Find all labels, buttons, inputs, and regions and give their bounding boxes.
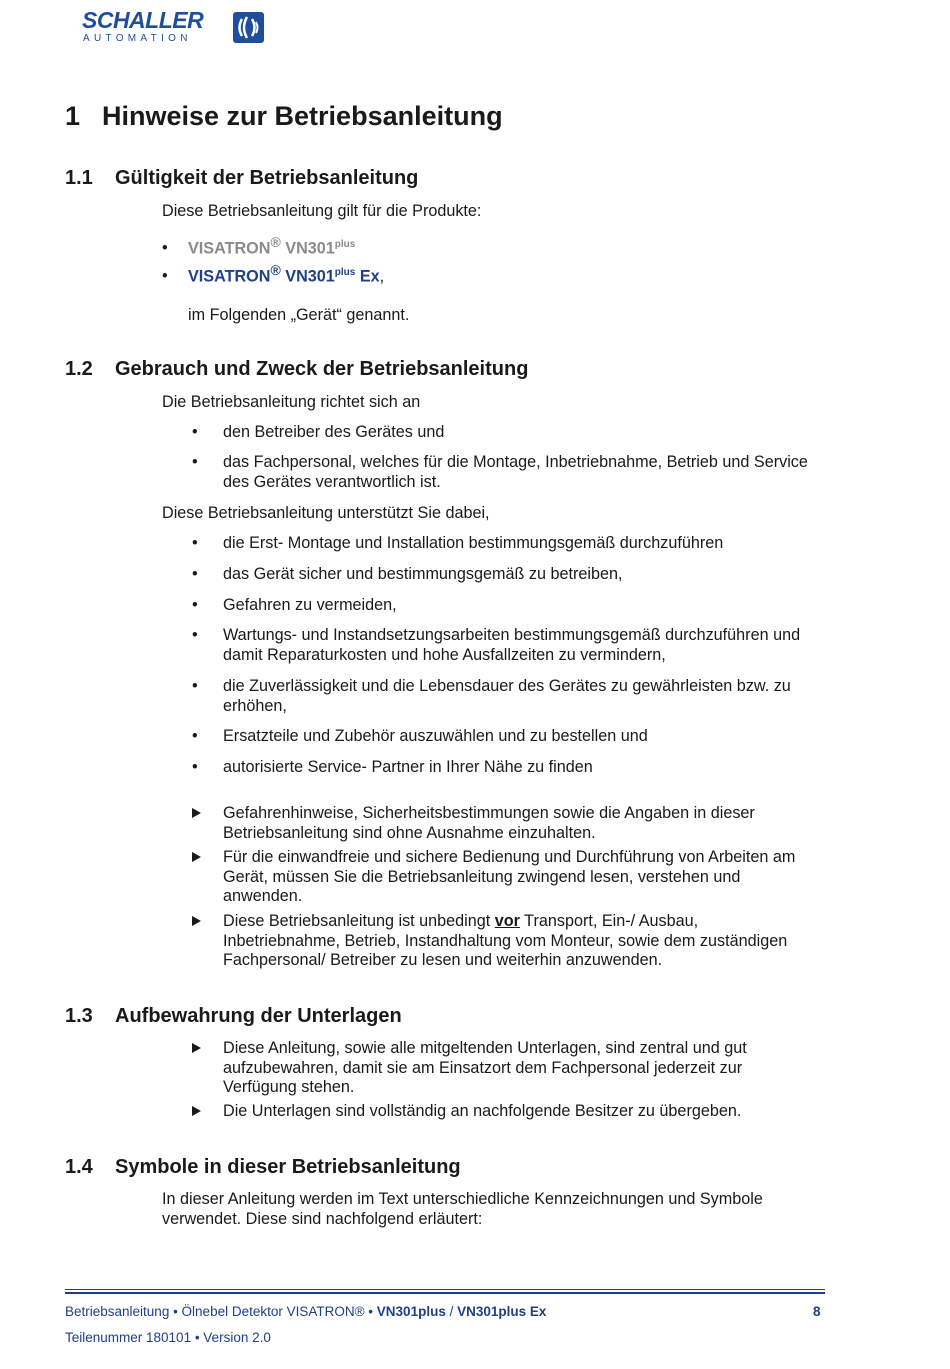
- list-item-text: Wartungs- und Instandsetzungsarbeiten bestimmungsgemäß durchzuführen und damit Reparaturkosten und hohe Ausfallzeiten zu vermindern,: [223, 626, 801, 664]
- product-item-1: [162, 234, 355, 258]
- list-item-text: die Zuverlässigkeit und die Lebensdauer des Gerätes zu gewährleisten bzw. zu erhöhen,: [223, 677, 791, 715]
- footer-model: VN301plus: [376, 1304, 446, 1319]
- section-title: Gültigkeit der Betriebsanleitung: [115, 167, 419, 189]
- footer-doc-prefix: Betriebsanleitung • Ölnebel Detektor VISATRON® •: [65, 1304, 377, 1319]
- instruction-text: Die Unterlagen sind vollständig an nachfolgende Besitzer zu übergeben.: [223, 1102, 742, 1120]
- bullet-icon: •: [192, 626, 198, 644]
- bullet-icon: •: [192, 677, 198, 695]
- logo-subline: AUTOMATION: [83, 33, 192, 44]
- triangle-arrow-icon: [192, 848, 201, 868]
- product-model: VN301: [280, 239, 335, 258]
- triangle-arrow-icon: [192, 1102, 201, 1122]
- product-tail: ,: [379, 267, 385, 286]
- bullet-icon: •: [192, 727, 198, 745]
- footer-separator: /: [445, 1304, 458, 1319]
- section-heading-1-2: [65, 358, 528, 381]
- list-item: [192, 453, 812, 492]
- instruction-item: [192, 912, 812, 971]
- footer-part-number: Teilenummer 180101 • Version 2.0: [65, 1330, 271, 1345]
- instruction-item: [192, 1102, 812, 1122]
- bullet-icon: •: [192, 596, 198, 614]
- section-number: 1.2: [65, 358, 93, 380]
- bullet-icon: •: [192, 453, 198, 471]
- section-title: Gebrauch und Zweck der Betriebsanleitung: [115, 358, 529, 380]
- section-number: 1.1: [65, 167, 93, 189]
- list-item-text: autorisierte Service- Partner in Ihrer Nähe zu finden: [223, 758, 593, 776]
- list-item-text: das Gerät sicher und bestimmungsgemäß zu betreiben,: [223, 565, 623, 583]
- instruction-text: [223, 912, 812, 971]
- list-item: [192, 758, 812, 778]
- logo-wordmark: SCHALLER: [82, 7, 204, 33]
- bullet-icon: •: [192, 758, 198, 776]
- product-brand: VISATRON: [188, 267, 271, 286]
- instruction-item: [192, 848, 812, 907]
- logo-emblem-icon: [233, 12, 264, 43]
- list-item-text: den Betreiber des Gerätes und: [223, 423, 445, 441]
- bullet-icon: •: [162, 239, 168, 258]
- footer-rule: [65, 1289, 825, 1290]
- instruction-text: Gefahrenhinweise, Sicherheitsbestimmungen sowie die Angaben in dieser Betriebsanleitung sind ohne Ausnahme einzuhalten.: [223, 804, 755, 842]
- instruction-text-part: Transport, Ein-/ Ausbau, Inbetriebnahme, Betrieb, Instandhaltung vom Monteur, sowie dem zuständigen Fachpersonal/ Betreiber zu lesen und weiterhin anzuwenden.: [223, 912, 788, 969]
- paragraph: im Folgenden „Gerät“ genannt.: [188, 306, 410, 324]
- instruction-item: [192, 804, 812, 843]
- triangle-arrow-icon: [192, 1039, 201, 1059]
- chapter-title: [65, 101, 503, 132]
- page-number: 8: [813, 1304, 821, 1319]
- section-heading-1-3: [65, 1005, 402, 1028]
- paragraph: Die Betriebsanleitung richtet sich an: [162, 393, 421, 411]
- instruction-item: [192, 1039, 812, 1098]
- footer-rule: [65, 1292, 825, 1294]
- product-item-2: [162, 262, 384, 286]
- list-item: [192, 534, 812, 554]
- footer-model: VN301plus Ex: [457, 1304, 547, 1319]
- section-heading-1-4: [65, 1156, 461, 1179]
- product-model: VN301: [280, 267, 335, 286]
- list-item-text: das Fachpersonal, welches für die Montage, Inbetriebnahme, Betrieb und Service des Gerätes verantwortlich ist.: [223, 453, 808, 491]
- paragraph: Diese Betriebsanleitung gilt für die Produkte:: [162, 202, 482, 220]
- section-heading-1-1: [65, 167, 418, 190]
- triangle-arrow-icon: [192, 912, 201, 932]
- instruction-text: Für die einwandfreie und sichere Bedienung und Durchführung von Arbeiten am Gerät, müssen Sie die Betriebsanleitung zwingend lesen, verstehen und anwenden.: [223, 848, 796, 905]
- section-title: Symbole in dieser Betriebsanleitung: [115, 1156, 461, 1178]
- section-number: 1.4: [65, 1156, 93, 1178]
- instruction-text-part: Diese Betriebsanleitung ist unbedingt: [223, 912, 495, 930]
- list-item: [192, 677, 812, 716]
- chapter-title-text: Hinweise zur Betriebsanleitung: [102, 101, 503, 131]
- list-item: [192, 423, 812, 443]
- triangle-arrow-icon: [192, 804, 201, 824]
- list-item: [192, 626, 812, 665]
- list-item-text: Gefahren zu vermeiden,: [223, 596, 397, 614]
- list-item-text: Ersatzteile und Zubehör auszuwählen und zu bestellen und: [223, 727, 648, 745]
- emphasis-word: vor: [494, 912, 520, 930]
- product-model-sup: plus: [334, 239, 356, 250]
- registered-mark: ®: [270, 234, 281, 250]
- product-brand: VISATRON: [188, 239, 271, 258]
- bullet-icon: •: [192, 423, 198, 441]
- chapter-number: 1: [65, 101, 81, 131]
- paragraph: In dieser Anleitung werden im Text unterschiedliche Kennzeichnungen und Symbole verwendet. Diese sind nachfolgend erläutert:: [162, 1190, 763, 1228]
- bullet-icon: •: [162, 267, 168, 286]
- paragraph: Diese Betriebsanleitung unterstützt Sie dabei,: [162, 504, 490, 522]
- list-item: [192, 727, 812, 747]
- instruction-text: Diese Anleitung, sowie alle mitgeltenden Unterlagen, sind zentral und gut aufzubewahren, damit sie am Einsatzort dem Fachpersonal jederzeit zur Verfügung stehen.: [223, 1039, 747, 1096]
- list-item: [192, 596, 812, 616]
- bullet-icon: •: [192, 534, 198, 552]
- section-title: Aufbewahrung der Unterlagen: [115, 1005, 402, 1027]
- list-item: [192, 565, 812, 585]
- product-suffix: Ex: [355, 267, 380, 286]
- footer-doc-line: [65, 1304, 546, 1319]
- section-number: 1.3: [65, 1005, 93, 1027]
- bullet-icon: •: [192, 565, 198, 583]
- registered-mark: ®: [270, 262, 281, 278]
- product-model-sup: plus: [334, 267, 356, 278]
- company-logo: [82, 9, 264, 43]
- list-item-text: die Erst- Montage und Installation bestimmungsgemäß durchzuführen: [223, 534, 724, 552]
